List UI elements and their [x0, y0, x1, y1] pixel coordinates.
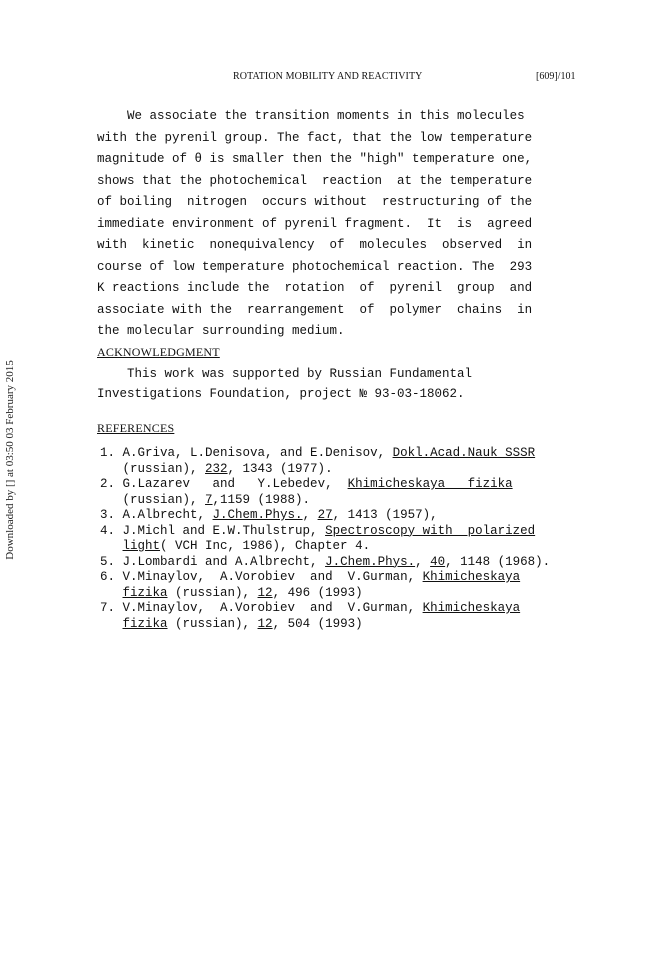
reference-line [100, 493, 580, 509]
reference-book-title-cont: light [122, 539, 161, 553]
reference-journal-cont: fizika [122, 585, 168, 600]
reference-sep: , [302, 508, 318, 522]
reference-item [100, 524, 580, 555]
reference-line [100, 586, 580, 602]
body-line: immediate environment of pyrenil fragment. It is agreed [97, 216, 533, 231]
reference-pages: , 1148 (1968). [445, 554, 551, 569]
reference-number: 7. [100, 601, 116, 615]
page-number: [609]/101 [536, 71, 576, 82]
references-heading: REFERENCES [97, 421, 175, 435]
acknowledgment-line: Investigations Foundation, project № 93-03-18062. [97, 387, 465, 401]
reference-journal-cont: fizika [122, 616, 168, 631]
running-title: ROTATION MOBILITY AND REACTIVITY [233, 71, 423, 82]
reference-journal: J.Chem.Phys. [212, 508, 303, 522]
reference-volume: 232 [205, 461, 228, 476]
reference-item [100, 570, 580, 601]
reference-line [100, 617, 580, 633]
body-line: with kinetic nonequivalency of molecules observed in [97, 238, 533, 252]
reference-number: 1. [100, 446, 116, 460]
reference-line [100, 539, 580, 555]
reference-list [100, 446, 580, 632]
reference-book-title: Spectroscopy with polarized [325, 523, 536, 538]
reference-number: 2. [100, 477, 116, 491]
reference-volume: 40 [430, 554, 446, 569]
body-line: magnitude of θ is smaller then the "high" temperature one, [97, 152, 533, 166]
reference-lang: (russian), [167, 616, 258, 631]
acknowledgment-heading: ACKNOWLEDGMENT [97, 345, 220, 359]
reference-pages: , 504 (1993) [272, 616, 363, 631]
reference-authors: J.Lombardi and A.Albrecht, [122, 554, 326, 569]
body-line: shows that the photochemical reaction at the temperature [97, 173, 533, 188]
body-line: K reactions include the rotation of pyrenil group and [97, 281, 533, 295]
reference-journal: Khimicheskaya [422, 601, 521, 615]
reference-number: 6. [100, 570, 116, 584]
reference-authors: A.Albrecht, [122, 508, 213, 522]
reference-line [100, 524, 580, 540]
reference-item [100, 601, 580, 632]
reference-volume: 12 [257, 585, 273, 600]
reference-authors: J.Michl and E.W.Thulstrup, [122, 523, 326, 538]
reference-number: 5. [100, 554, 116, 569]
reference-item [100, 477, 580, 508]
reference-pages: , 496 (1993) [272, 585, 363, 600]
body-line: We associate the transition moments in this molecules [97, 109, 525, 123]
reference-journal: Dokl.Acad.Nauk SSSR [392, 446, 536, 460]
reference-authors: V.Minaylov, A.Vorobiev and V.Gurman, [122, 601, 423, 615]
reference-volume: 27 [317, 508, 333, 522]
reference-authors: V.Minaylov, A.Vorobiev and V.Gurman, [122, 570, 423, 584]
reference-line [100, 555, 580, 571]
reference-sep: , [415, 554, 431, 569]
acknowledgment-line: This work was supported by Russian Fundamental [97, 367, 473, 381]
reference-journal: Khimicheskaya fizika [347, 477, 513, 491]
reference-authors: A.Griva, L.Denisova, and E.Denisov, [122, 446, 393, 460]
body-line: with the pyrenil group. The fact, that the low temperature [97, 130, 533, 145]
reference-authors: G.Lazarev and Y.Lebedev, [122, 477, 348, 491]
reference-line [100, 508, 580, 524]
body-line: course of low temperature photochemical reaction. The 293 [97, 259, 533, 274]
reference-volume: 12 [257, 616, 273, 631]
reference-number: 3. [100, 508, 116, 522]
reference-volume: 7 [205, 492, 213, 507]
reference-lang: (russian), [122, 461, 206, 476]
reference-pages: ,1159 (1988). [212, 492, 311, 507]
reference-line [100, 601, 580, 617]
body-line: associate with the rearrangement of polymer chains in [97, 302, 533, 317]
acknowledgment-text [97, 364, 567, 404]
reference-journal: J.Chem.Phys. [325, 554, 416, 569]
running-header [0, 71, 672, 87]
body-line: of boiling nitrogen occurs without restructuring of the [97, 195, 533, 209]
reference-line [100, 446, 580, 462]
body-paragraph [97, 106, 567, 343]
reference-number: 4. [100, 523, 116, 538]
reference-line [100, 462, 580, 478]
reference-item [100, 446, 580, 477]
reference-item [100, 555, 580, 571]
reference-lang: (russian), [122, 492, 206, 507]
download-watermark [4, 320, 16, 600]
reference-item [100, 508, 580, 524]
reference-pages: , 1343 (1977). [227, 461, 333, 476]
reference-publisher: ( VCH Inc, 1986), Chapter 4. [160, 539, 371, 553]
reference-journal: Khimicheskaya [422, 570, 521, 584]
reference-lang: (russian), [167, 585, 258, 600]
body-line: the molecular surrounding medium. [97, 324, 345, 338]
reference-pages: , 1413 (1957), [332, 508, 438, 522]
reference-line [100, 477, 580, 493]
reference-line [100, 570, 580, 586]
download-watermark-text: Downloaded by [] at 03:50 03 February 2015 [4, 360, 16, 560]
